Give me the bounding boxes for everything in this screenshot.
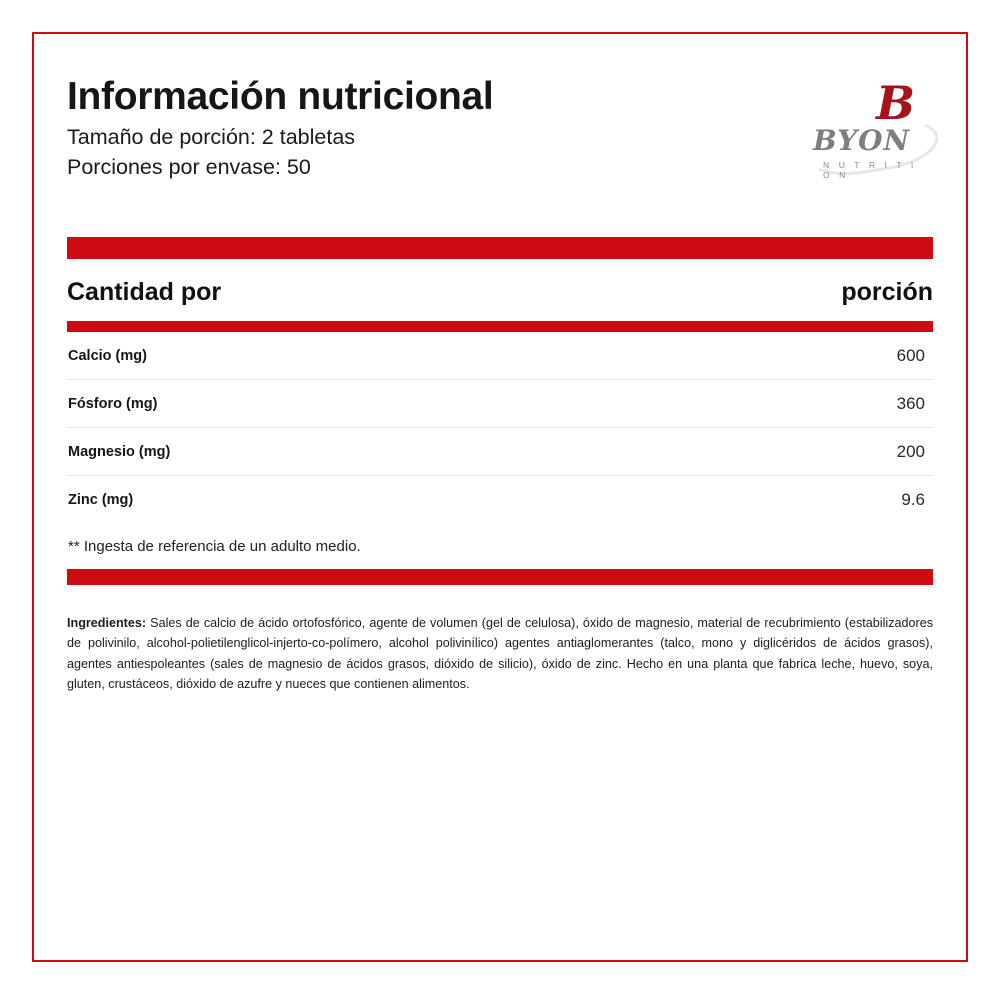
page-title: Información nutricional bbox=[67, 75, 494, 118]
divider-bottom bbox=[67, 569, 933, 585]
table-row bbox=[67, 380, 933, 428]
servings-per-container-text: Porciones por envase: 50 bbox=[67, 154, 311, 179]
logo-brand-text: BYON bbox=[813, 124, 911, 157]
logo-b-letter: B bbox=[876, 76, 915, 130]
amount-label: Cantidad por bbox=[67, 278, 222, 306]
nutrient-table bbox=[67, 332, 933, 523]
divider-thick bbox=[67, 237, 933, 259]
label-header bbox=[67, 64, 933, 204]
nutrient-value: 9.6 bbox=[901, 489, 925, 509]
logo-brand-subtext: N U T R I T I O N bbox=[823, 160, 917, 180]
nutrient-name: Zinc (mg) bbox=[68, 491, 134, 508]
footnote-text: ** Ingesta de referencia de un adulto medio. bbox=[68, 538, 361, 555]
ingredients-text: Sales de calcio de ácido ortofosfórico, agente de volumen (gel de celulosa), óxido de magnesio, material de recubrimiento (estabilizadores de polivinilo, alcohol-polietilenglicol-injerto-co-polímero, alcohol polivinílico) agentes antiaglomerantes (talco, mono y diglicéridos de ácidos grasos), agentes antiespoleantes (sales de magnesio de ácidos grasos, dióxido de silicio), óxido de zinc. Hecho en una planta que fabrica leche, huevo, soya, gluten, crustáceos, dióxido de azufre y nueces que contienen alimentos. bbox=[67, 616, 933, 692]
label-content bbox=[67, 64, 933, 695]
serving-size-text: Tamaño de porción: 2 tabletas bbox=[67, 125, 356, 149]
byon-nutrition-logo bbox=[805, 76, 933, 180]
nutrient-value: 200 bbox=[896, 441, 925, 461]
divider-medium bbox=[67, 321, 933, 332]
serving-label: porción bbox=[841, 278, 933, 306]
nutrient-name: Magnesio (mg) bbox=[68, 443, 171, 460]
nutrient-value: 600 bbox=[896, 345, 925, 365]
ingredients-paragraph bbox=[67, 613, 933, 695]
nutrition-facts-panel bbox=[32, 32, 968, 962]
nutrient-value: 360 bbox=[896, 393, 925, 413]
ingredients-label: Ingredientes: bbox=[67, 616, 147, 630]
nutrient-name: Fósforo (mg) bbox=[68, 395, 158, 412]
nutrient-name: Calcio (mg) bbox=[68, 347, 147, 364]
table-row bbox=[67, 332, 933, 380]
amount-per-serving-header bbox=[67, 259, 933, 313]
table-row bbox=[67, 476, 933, 523]
table-row bbox=[67, 428, 933, 476]
